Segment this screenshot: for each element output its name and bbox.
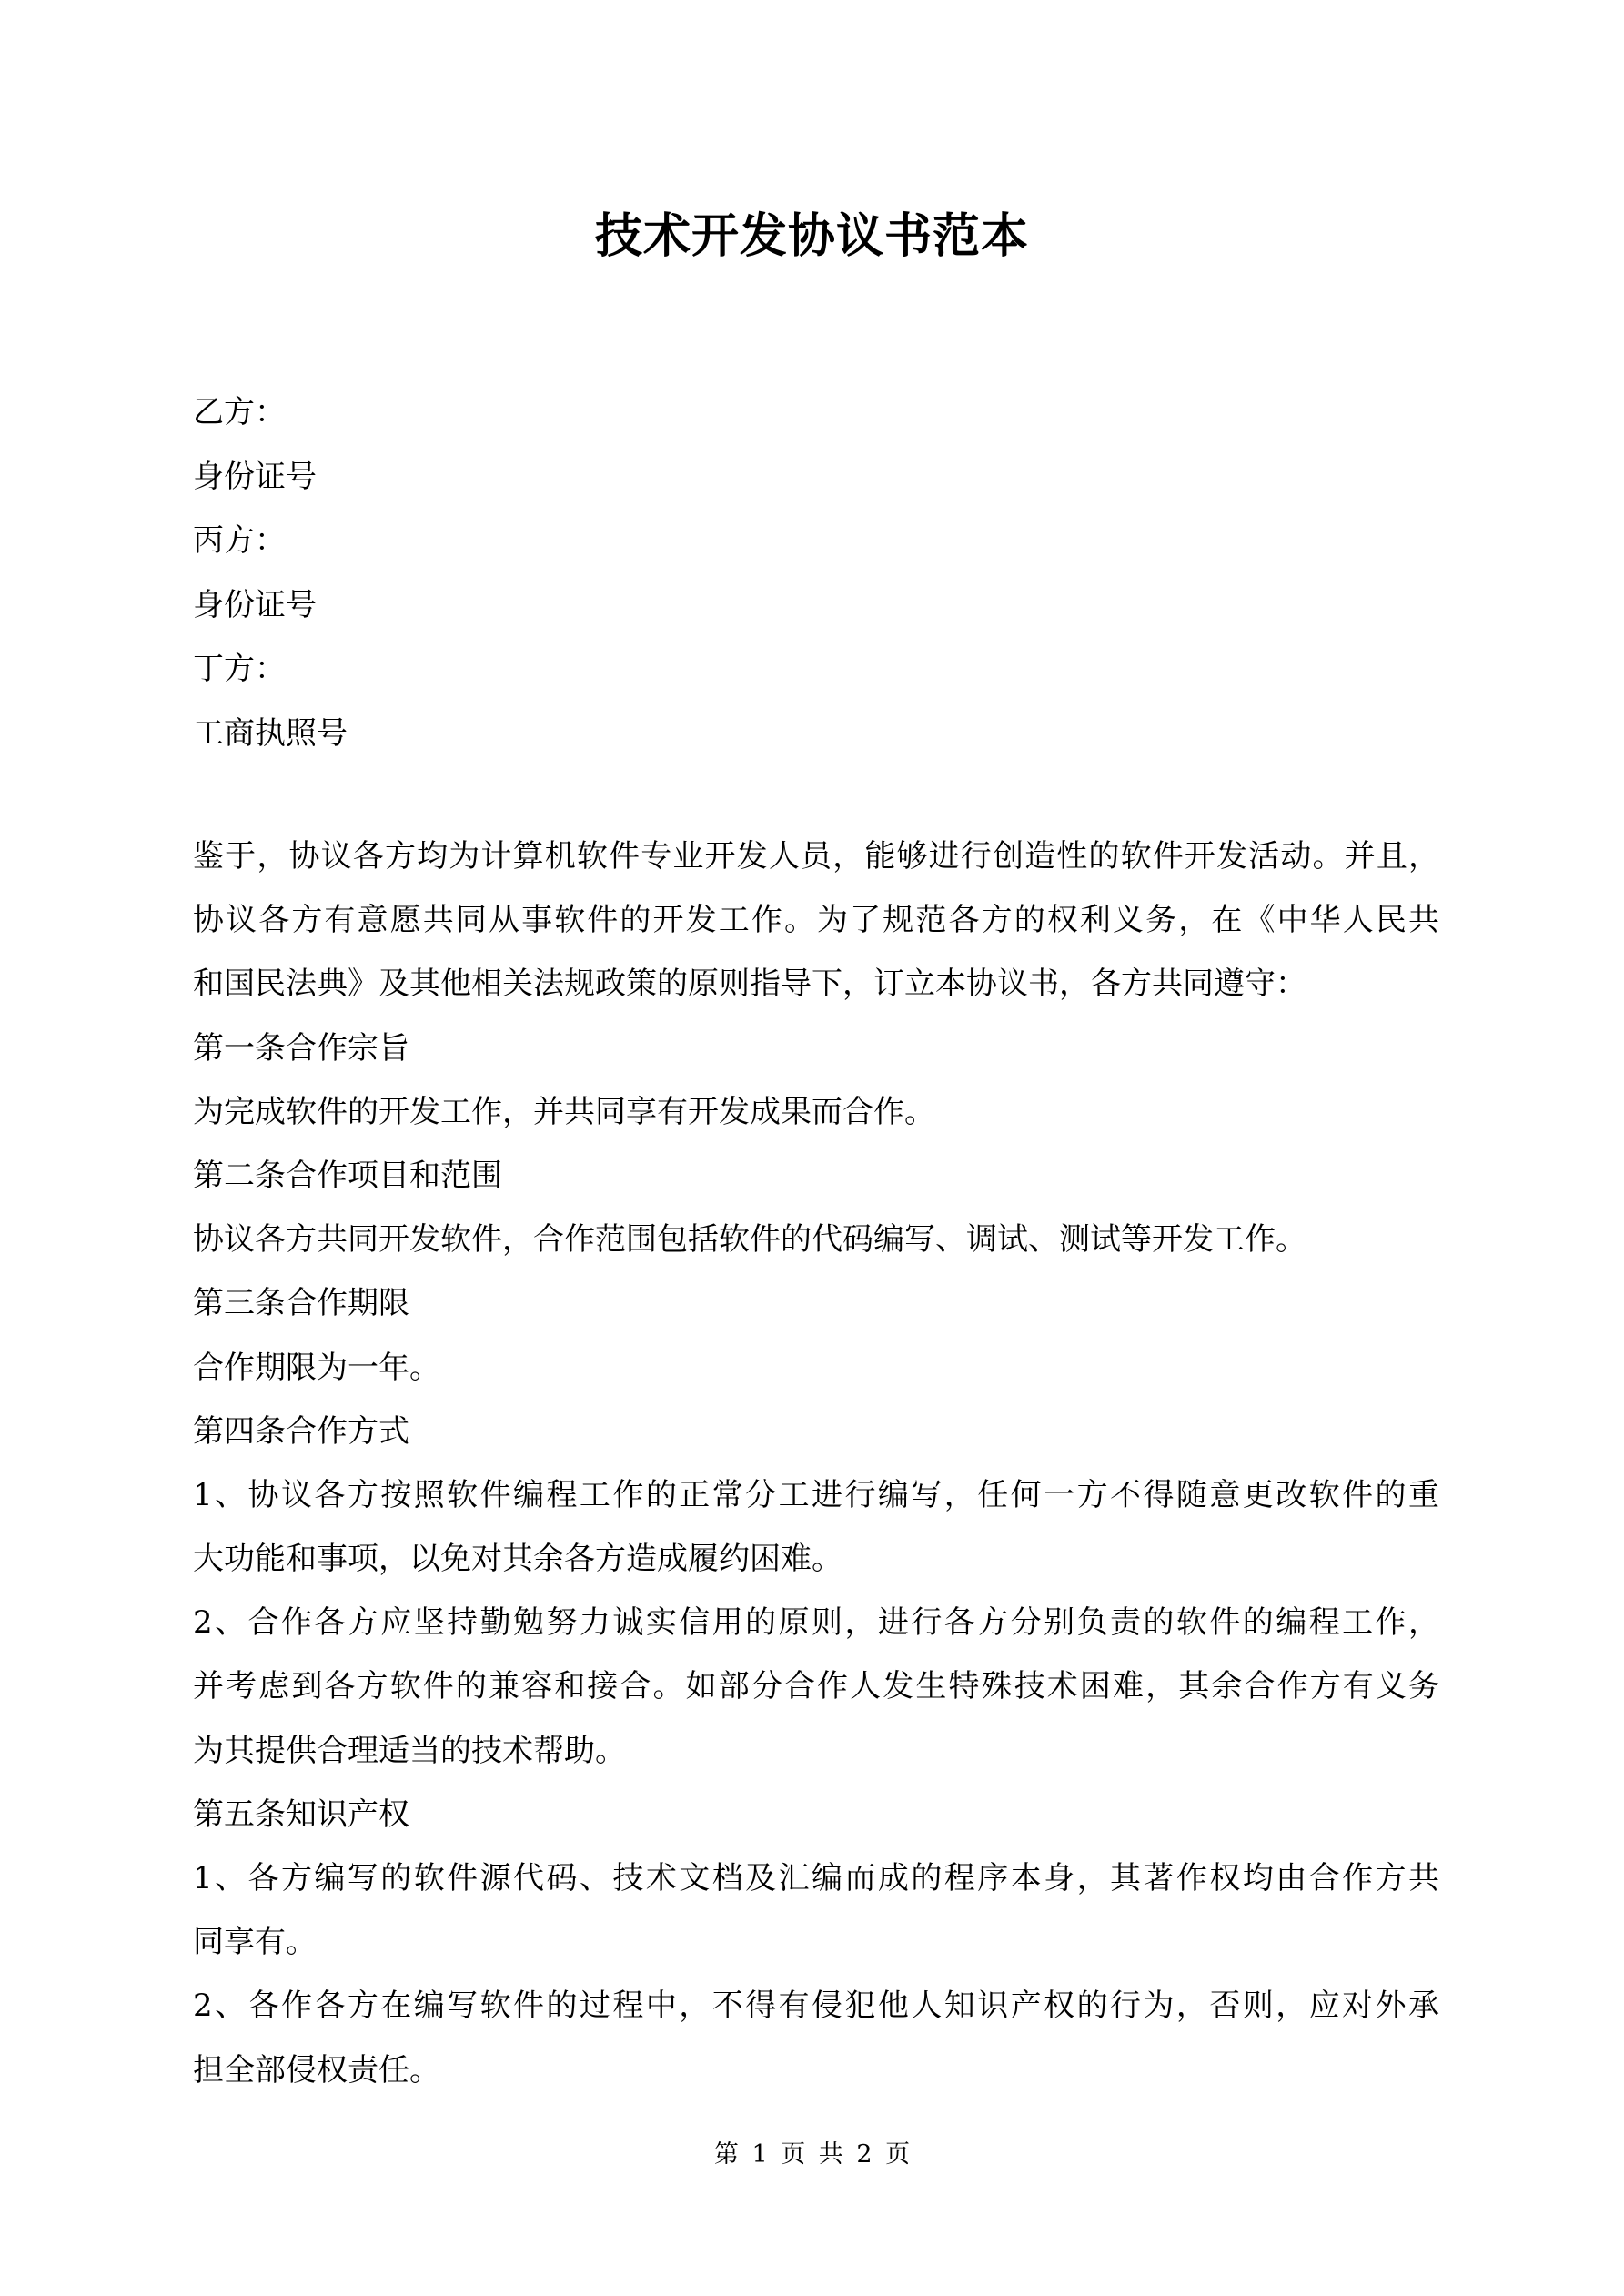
text-line: 2、合作各方应坚持勤勉努力诚实信用的原则，进行各方分别负责的软件的编程工作， [193, 1604, 1439, 1642]
text-line: 为其提供合理适当的技术帮助。 [193, 1732, 626, 1769]
text-line: 1、各方编写的软件源代码、技术文档及汇编而成的程序本身，其著作权均由合作方共 [193, 1860, 1439, 1896]
text-line: 鉴于，协议各方均为计算机软件专业开发人员，能够进行创造性的软件开发活动。并且， [193, 838, 1439, 875]
page-number-footer: 第 1 页 共 2 页 [713, 2140, 911, 2169]
party-line: 乙方： [193, 394, 286, 430]
text-line: 第三条合作期限 [193, 1285, 409, 1322]
text-line: 大功能和事项，以免对其余各方造成履约困难。 [193, 1541, 842, 1578]
text-line: 1、协议各方按照软件编程工作的正常分工进行编写，任何一方不得随意更改软件的重 [193, 1476, 1439, 1513]
text-line: 第一条合作宗旨 [193, 1029, 409, 1067]
text-line: 2、各作各方在编写软件的过程中，不得有侵犯他人知识产权的行为，否则，应对外承 [193, 1988, 1439, 2025]
text-line: 为完成软件的开发工作，并共同享有开发成果而合作。 [193, 1093, 935, 1130]
party-line: 工商执照号 [193, 714, 348, 752]
text-line: 并考虑到各方软件的兼容和接合。如部分合作人发生特殊技术困难，其余合作方有义务 [193, 1668, 1439, 1705]
party-line: 身份证号 [193, 458, 317, 495]
party-line: 身份证号 [193, 586, 317, 623]
party-line: 丙方： [193, 522, 286, 559]
text-line: 协议各方有意愿共同从事软件的开发工作。为了规范各方的权利义务，在《中华人民共 [193, 902, 1439, 939]
party-list [193, 380, 1439, 765]
document-title: 技术开发协议书范本 [594, 209, 1029, 264]
text-line: 担全部侵权责任。 [193, 2051, 440, 2089]
text-line: 第五条知识产权 [193, 1795, 409, 1833]
text-line: 协议各方共同开发软件，合作范围包括软件的代码编写、调试、测试等开发工作。 [193, 1221, 1306, 1259]
text-line: 和国民法典》及其他相关法规政策的原则指导下，订立本协议书，各方共同遵守： [193, 966, 1306, 1003]
party-line: 丁方： [193, 651, 286, 687]
text-line: 第二条合作项目和范围 [193, 1157, 502, 1194]
agreement-body [193, 824, 1439, 2102]
text-line: 第四条合作方式 [193, 1412, 409, 1450]
text-line: 同享有。 [193, 1924, 317, 1961]
text-line: 合作期限为一年。 [193, 1349, 440, 1386]
